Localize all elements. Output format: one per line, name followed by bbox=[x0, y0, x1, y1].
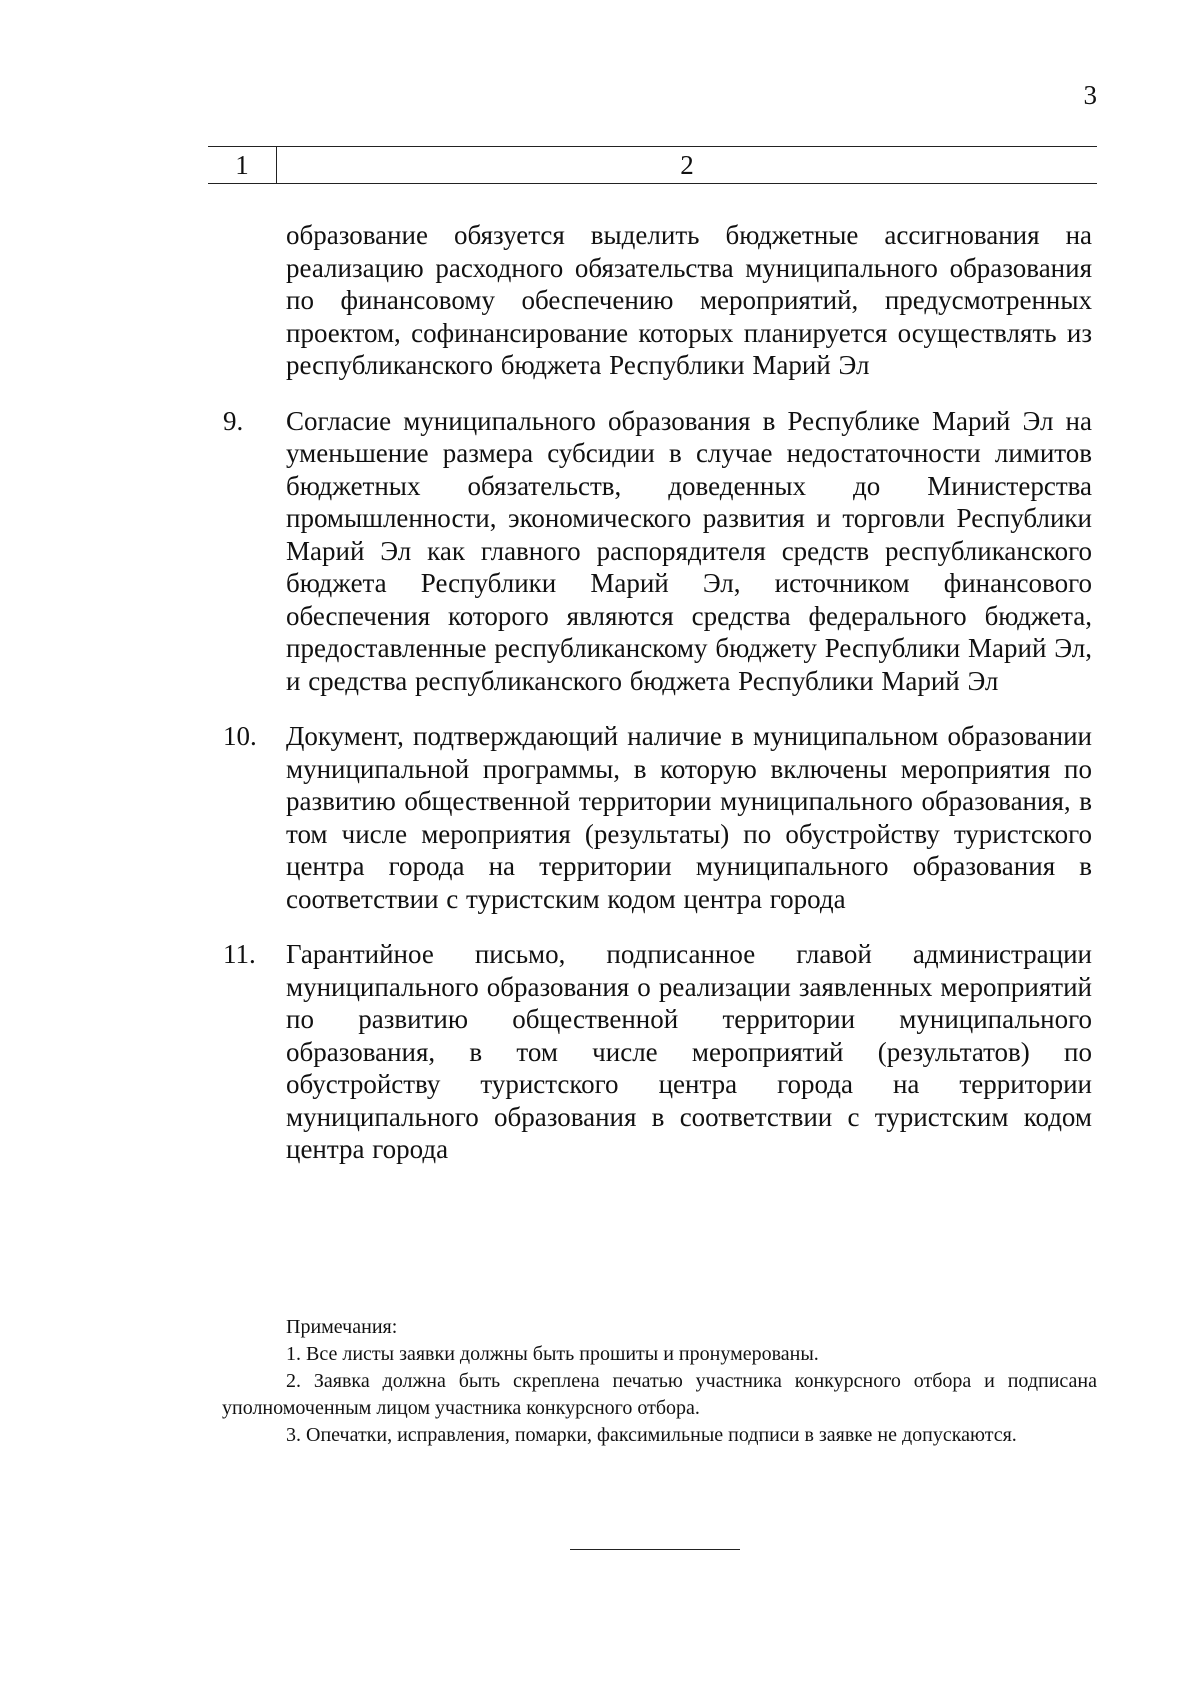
table-row bbox=[208, 720, 1097, 915]
table-column-header bbox=[208, 146, 1097, 184]
row-number: 11. bbox=[223, 939, 256, 969]
note-item: 2. Заявка должна быть скреплена печатью участника конкурсного отбора и подписана уполномоченным лицом участника конкурсного отбора. bbox=[222, 1370, 1097, 1419]
row-text: Гарантийное письмо, подписанное главой администрации муниципального образования о реализации заявленных мероприятий по развитию общественной территории муниципального образования, в том числе мероприятий (результатов) по обустройству туристского центра города на территории муниципального образования в соответствии с туристским кодом центра города bbox=[286, 939, 1092, 1164]
note-item: 1. Все листы заявки должны быть прошиты и пронумерованы. bbox=[286, 1343, 819, 1365]
notes-section bbox=[222, 1314, 1097, 1449]
notes-title: Примечания: bbox=[286, 1316, 398, 1338]
row-number: 9. bbox=[223, 405, 244, 436]
table-row bbox=[208, 405, 1097, 698]
note-item: 3. Опечатки, исправления, помарки, факсимильные подписи в заявке не допускаются. bbox=[286, 1424, 1017, 1446]
table-row bbox=[208, 219, 1097, 382]
row-text: образование обязуется выделить бюджетные ассигнования на реализацию расходного обязательства муниципального образования по финансовому обеспечению мероприятий, предусмотренных проектом, софинансирование которых планируется осуществлять из республиканского бюджета Республики Марий Эл bbox=[286, 220, 1092, 380]
column-1-number: 1 bbox=[235, 150, 249, 180]
table-row bbox=[208, 938, 1097, 1166]
column-2-number: 2 bbox=[680, 150, 694, 180]
end-of-document-rule bbox=[570, 1549, 740, 1550]
row-text: Документ, подтверждающий наличие в муниципальном образовании муниципальной программы, в которую включены мероприятия по развитию общественной территории муниципального образования, в том числе мероприятия (результаты) по обустройству туристского центра города на территории муниципального образования в соответствии с туристским кодом центра города bbox=[286, 721, 1092, 914]
page-number: 3 bbox=[1083, 80, 1097, 110]
row-text: Согласие муниципального образования в Республике Марий Эл на уменьшение размера субсидии в случае недостаточности лимитов бюджетных обязательств, доведенных до Министерства промышленности, экономического развития и торговли Республики Марий Эл как главного распорядителя средств республиканского бюджета Республики Марий Эл, источником финансового обеспечения которого являются средства федерального бюджета, предоставленные республиканскому бюджету Республики Марий Эл, и средства республиканского бюджета Республики Марий Эл bbox=[286, 405, 1092, 696]
table-body bbox=[208, 219, 1097, 1189]
row-number: 10. bbox=[223, 721, 257, 751]
